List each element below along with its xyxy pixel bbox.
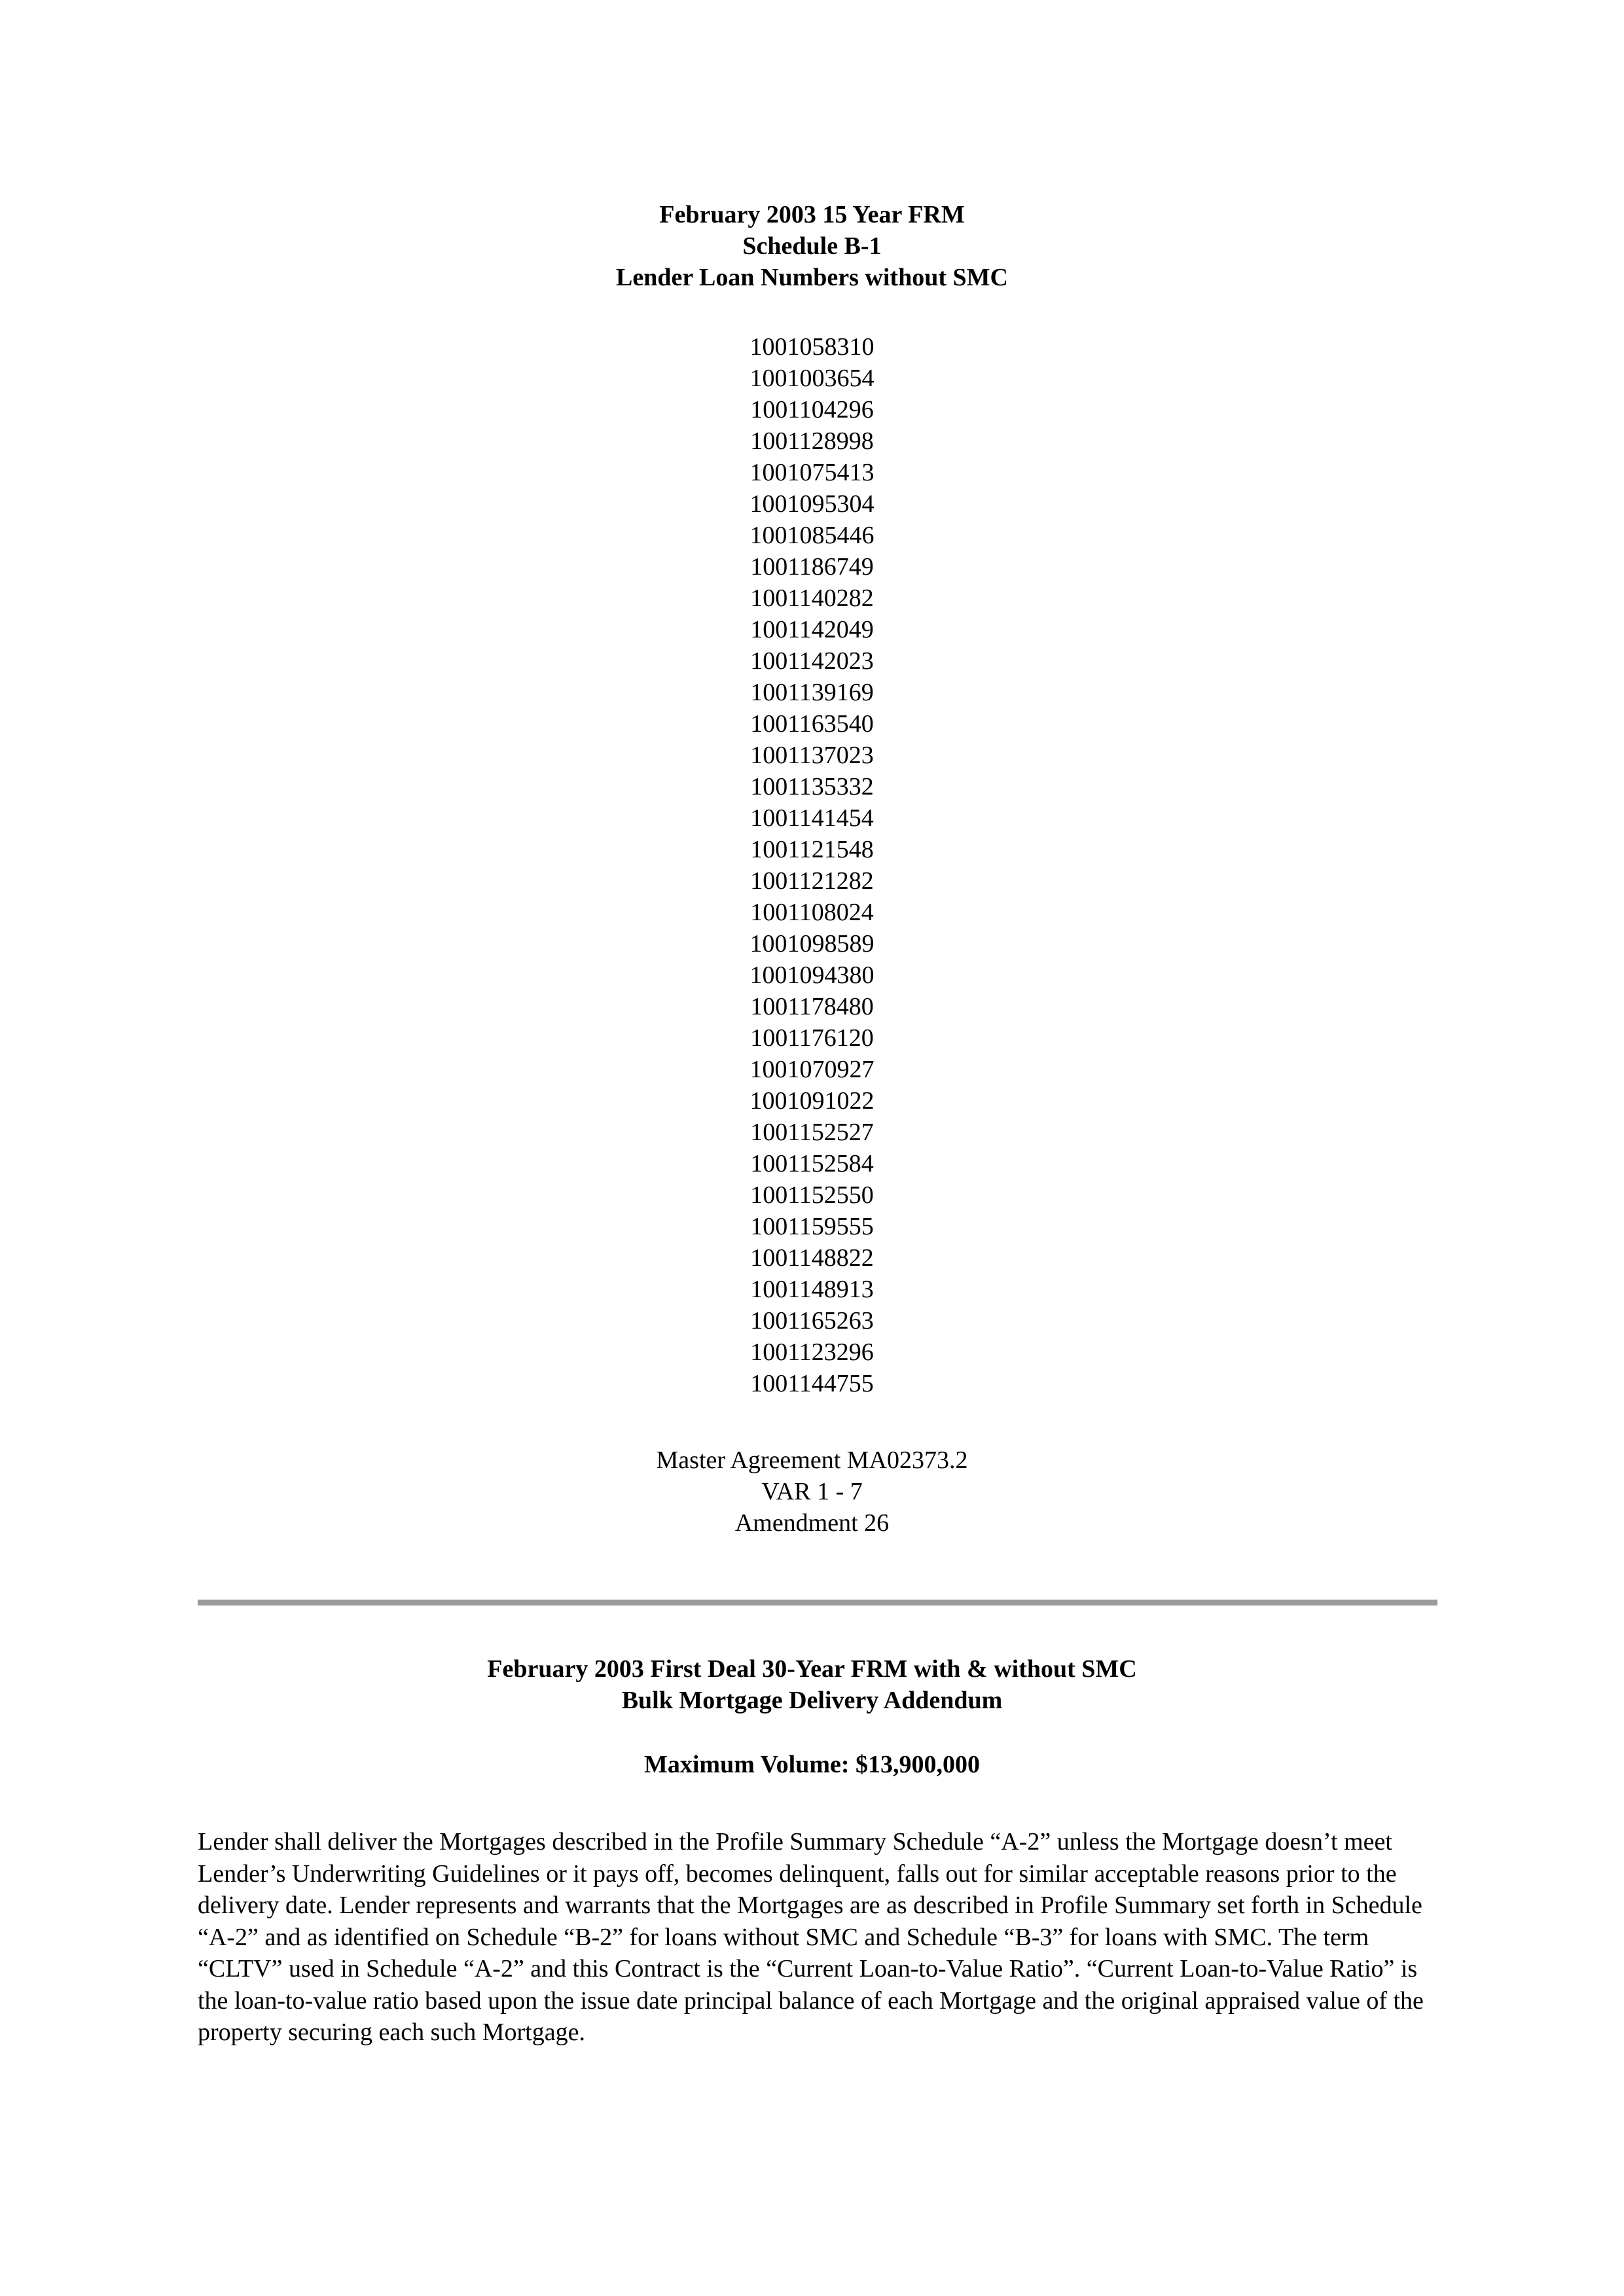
- loan-number: 1001137023: [750, 742, 874, 769]
- loan-number: 1001176120: [750, 1024, 874, 1052]
- loan-number: 1001070927: [749, 1056, 875, 1083]
- amendment-number: Amendment 26: [734, 1509, 890, 1537]
- loan-number: 1001148913: [750, 1276, 874, 1303]
- loan-number: 1001152550: [750, 1181, 874, 1209]
- loan-number: 1001159555: [750, 1213, 874, 1240]
- loan-number: 1001091022: [749, 1087, 875, 1115]
- loan-number: 1001075413: [749, 459, 875, 486]
- agreement-footer: [0, 1444, 1624, 1539]
- loan-number: 1001142023: [750, 647, 874, 675]
- schedule-description: Lender Loan Numbers without SMC: [616, 264, 1008, 291]
- loan-number: 1001144755: [750, 1370, 874, 1397]
- loan-number: 1001141454: [750, 804, 874, 832]
- loan-number-list: [0, 331, 1624, 1399]
- loan-number: 1001186749: [750, 553, 874, 581]
- delivery-terms-paragraph: Lender shall deliver the Mortgages described in the Profile Summary Schedule “A-2” unless the Mortgage doesn’t meet Lender’s Underwriting Guidelines or it pays off, becomes delinquent, falls out for similar acceptable reasons prior to the delivery date. Lender represents and warrants that the Mortgages are as described in Profile Summary set forth in Schedule “A-2” and as identified on Schedule “B-2” for loans without SMC and Schedule “B-3” for loans with SMC. The term “CLTV” used in Schedule “A-2” and this Contract is the “Current Loan-to-Value Ratio”. “Current Loan-to-Value Ratio” is the loan-to-value ratio based upon the issue date principal balance of each Mortgage and the original appraised value of the property securing each such Mortgage.: [198, 1828, 1424, 2046]
- addendum-header: [0, 1653, 1624, 1716]
- loan-number: 1001104296: [750, 396, 874, 423]
- loan-number: 1001108024: [750, 899, 874, 926]
- loan-number: 1001139169: [750, 679, 874, 706]
- maximum-volume: Maximum Volume: $13,900,000: [644, 1751, 980, 1778]
- loan-number: 1001152527: [750, 1119, 874, 1146]
- schedule-subtitle: Schedule B-1: [742, 232, 882, 260]
- loan-number: 1001140282: [750, 584, 874, 612]
- loan-number: 1001178480: [750, 993, 874, 1020]
- loan-number: 1001152584: [750, 1150, 874, 1177]
- loan-number: 1001121548: [750, 836, 874, 863]
- loan-number: 1001142049: [750, 616, 874, 643]
- loan-number: 1001098589: [749, 930, 875, 958]
- loan-number: 1001003654: [749, 365, 875, 392]
- loan-number: 1001058310: [749, 333, 875, 361]
- master-agreement-number: Master Agreement MA02373.2: [656, 1446, 968, 1474]
- schedule-b1-header: [0, 199, 1624, 293]
- schedule-title: February 2003 15 Year FRM: [659, 201, 965, 228]
- loan-number: 1001095304: [749, 490, 875, 518]
- addendum-subtitle: Bulk Mortgage Delivery Addendum: [621, 1687, 1003, 1714]
- addendum-title: February 2003 First Deal 30-Year FRM with & without SMC: [487, 1655, 1137, 1683]
- var-range: VAR 1 - 7: [761, 1478, 863, 1505]
- loan-number: 1001135332: [750, 773, 874, 800]
- loan-number: 1001165263: [750, 1307, 874, 1335]
- section-divider: [198, 1600, 1437, 1605]
- loan-number: 1001094380: [749, 961, 875, 989]
- loan-number: 1001121282: [750, 867, 874, 895]
- loan-number: 1001163540: [750, 710, 874, 738]
- loan-number: 1001128998: [750, 427, 874, 455]
- loan-number: 1001123296: [750, 1338, 874, 1366]
- loan-number: 1001085446: [749, 522, 875, 549]
- loan-number: 1001148822: [750, 1244, 874, 1272]
